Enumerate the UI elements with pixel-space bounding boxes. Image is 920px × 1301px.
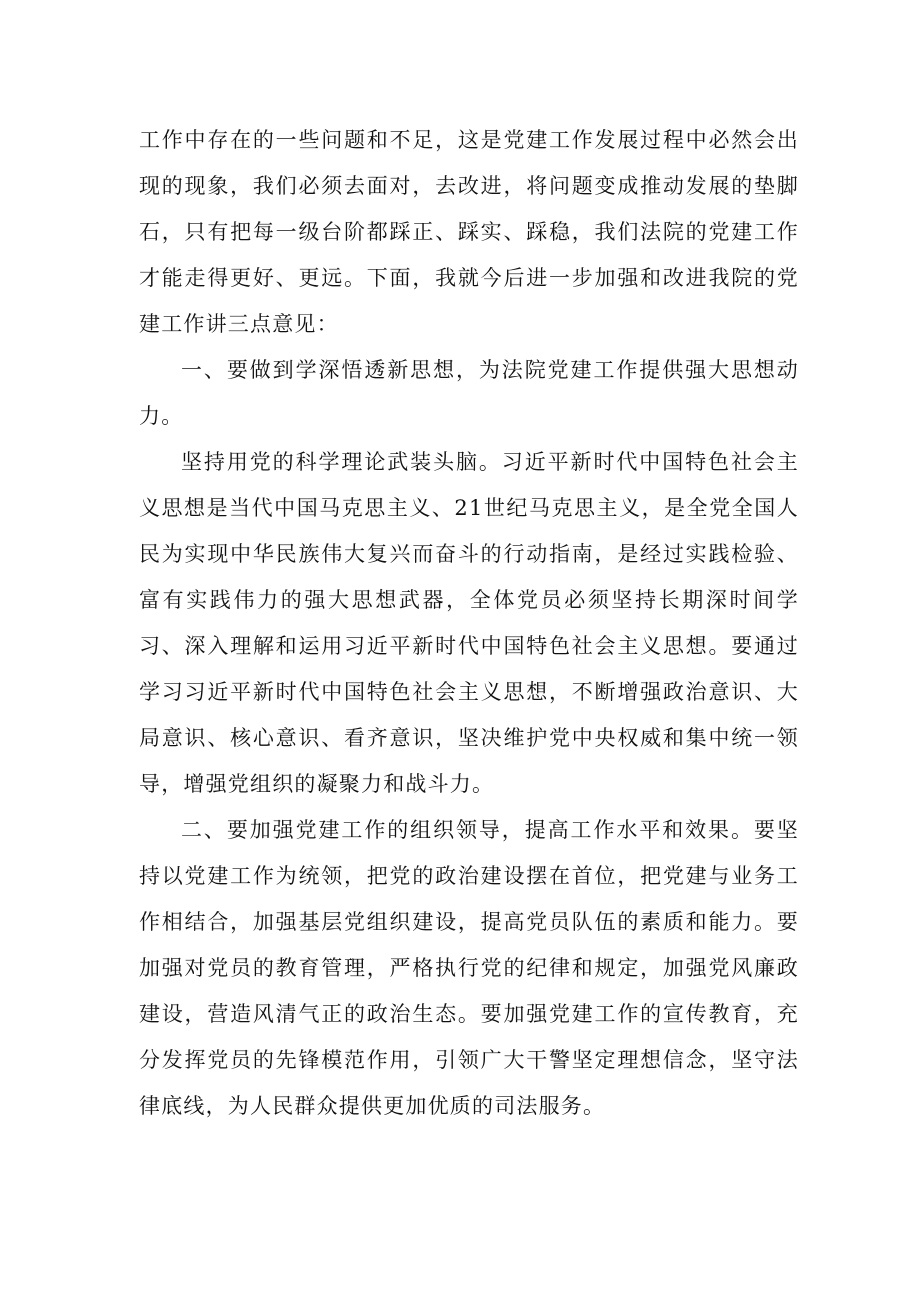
paragraph-heading-one: 一、要做到学深悟透新思想，为法院党建工作提供强大思想动力。 [139,358,799,428]
paragraph-theory: 坚持用党的科学理论武装头脑。习近平新时代中国特色社会主义思想是当代中国马克思主义、21世纪马克思主义，是全党全国人民为实现中华民族伟大复兴而奋斗的行动指南，是经过实践检验、富有实践伟力的强大思想武器，全体党员必须坚持长期深时间学习、深入理解和运用习近平新时代中国特色社会主义思想。要通过学习习近平新时代中国特色社会主义思想，不断增强政治意识、大局意识、核心意识、看齐意识，坚决维护党中央权威和集中统一领导，增强党组织的凝聚力和战斗力。 [139,450,799,796]
paragraph-heading-two: 二、要加强党建工作的组织领导，提高工作水平和效果。要坚持以党建工作为统领，把党的政治建设摆在首位，把党建与业务工作相结合，加强基层党组织建设，提高党员队伍的素质和能力。要加强对党员的教育管理，严格执行党的纪律和规定，加强党风廉政建设，营造风清气正的政治生态。要加强党建工作的宣传教育，充分发挥党员的先锋模范作用，引领广大干警坚定理想信念，坚守法律底线，为人民群众提供更加优质的司法服务。 [139,818,799,1118]
paragraph-continuation: 工作中存在的一些问题和不足，这是党建工作发展过程中必然会出现的现象，我们必须去面对，去改进，将问题变成推动发展的垫脚石，只有把每一级台阶都踩正、踩实、踩稳，我们法院的党建工作才能走得更好、更远。下面，我就今后进一步加强和改进我院的党建工作讲三点意见： [139,128,799,336]
document-body [139,117,799,1129]
